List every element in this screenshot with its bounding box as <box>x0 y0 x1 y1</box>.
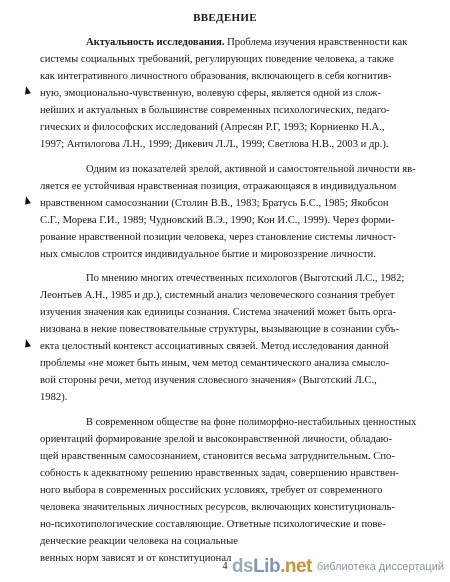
text-line: рование нравственной позиции человека, через становление системы личност- <box>40 232 397 243</box>
text-line: венных норм зависят и от конституционал <box>40 553 232 564</box>
text-line: ную, эмоционально-чувственную, волевую сферы, является одной из слож- <box>40 88 382 99</box>
margin-mark-icon <box>23 85 31 94</box>
text-line: Одним из показателей зрелой, активной и самостоятельной личности яв- <box>86 164 416 175</box>
text-line: ориентаций формирование зрелой и высоконравственной личности, обладаю- <box>40 434 392 445</box>
text-line: изучения значения как единицы сознания. Система значений может быть орга- <box>40 307 397 318</box>
text-line: нейших и актуальных в большинстве современных психологических, педаго- <box>40 105 390 116</box>
text-line: как интегративного личностного образования, включающего в себя когнитив- <box>40 71 392 82</box>
text-line: В современном обществе на фоне полиморфно-нестабильных ценностных <box>86 417 417 428</box>
text-line: ляется ее устойчивая нравственная позиция, отражающаяся в индивидуальном <box>40 181 397 192</box>
margin-mark-icon <box>23 338 31 347</box>
text-line: системы социальных требований, регулирующих поведение человека, а также <box>40 54 394 65</box>
text-line: нравственном самосознании (Столин В.В., 1983; Братусь Б.С., 1985; Якобсон <box>40 198 389 209</box>
text-line: человека значительных личностных ресурсов, включающих конституциональ- <box>40 502 395 513</box>
text-line: денческие реакции человека на социальные <box>40 536 238 547</box>
text-line: гических и философских исследований (Апресян Р.Г, 1993; Корниенко Н.А., <box>40 122 385 133</box>
text-line: 1982). <box>40 392 68 403</box>
watermark-subtitle: библиотека диссертаций <box>316 561 444 573</box>
text-line: По мнению многих отечественных психологов (Выготский Л.С., 1982; <box>86 273 405 284</box>
text-line: ного выбора в современных российских условиях, требует от современного <box>40 485 383 496</box>
text-line: С.Г., Морева Г.И., 1989; Чудновский В.Э., 1990; Кон И.С., 1999). Через форми- <box>40 215 395 226</box>
page-number: 4 <box>222 561 228 572</box>
lead-bold: Актуальность исследования. <box>86 37 225 48</box>
text-line: 1997; Антилогова Л.Н., 1999; Дикевич Л.Л., 1999; Светлова Н.В., 2003 и др.). <box>40 139 389 150</box>
page-title: ВВЕДЕНИЕ <box>193 12 257 24</box>
margin-mark-icon <box>23 195 31 204</box>
watermark-logo: dsLib.net <box>231 556 312 577</box>
text-line: Актуальность исследования. Проблема изучения нравственности как <box>86 37 408 48</box>
watermark <box>232 556 444 578</box>
text-line: но-психотипологические составляющие. Ответные психологические и пове- <box>40 519 386 530</box>
text-line: ных смыслов строится индивидуальное бытие и мировоззрение личности. <box>40 249 376 260</box>
text-line: екта целостный контекст ассоциативных связей. Метод исследования данной <box>40 341 389 352</box>
text-line: собность к адекватному решению нравственных задач, совершению нравствен- <box>40 468 399 479</box>
text-line: Леонтьев А.Н., 1985 и др.), системный анализ человеческого сознания требует <box>40 290 395 301</box>
text-line: щей нравственным самосознанием, становится весьма затруднительным. Спо- <box>40 451 395 462</box>
text-line: проблемы «не может быть иным, чем метод семантического анализа смысло- <box>40 358 390 369</box>
text-line: вой стороны речи, метод изучения словесного значения» (Выготский Л.С., <box>40 375 377 386</box>
text-line: низована в некие повествовательные структуры, вызывающие в сознании субъ- <box>40 324 400 335</box>
